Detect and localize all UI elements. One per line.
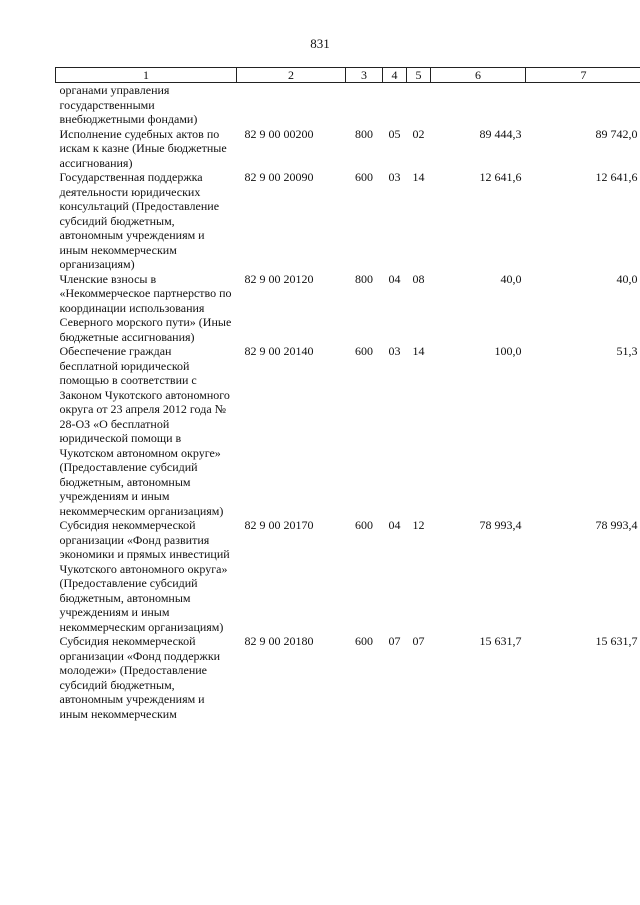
row-code: 82 9 00 20140 <box>244 344 314 358</box>
row-sum-1: 78 993,4 <box>479 518 522 532</box>
page-number: 831 <box>310 36 330 51</box>
row-section: 03 <box>388 344 401 358</box>
table-row <box>56 170 640 272</box>
table-row <box>56 127 640 171</box>
row-subsection <box>407 83 431 127</box>
row-sum-2: 40,0 <box>616 271 638 286</box>
row-code: 82 9 00 00200 <box>244 126 314 141</box>
row-expense-type: 800 <box>355 271 373 286</box>
table-row <box>56 272 640 345</box>
header-col-7: 7 <box>526 68 640 83</box>
row-sum-2: 12 641,6 <box>595 170 638 184</box>
row-expense-type: 800 <box>355 126 373 141</box>
header-col-2: 2 <box>237 68 346 83</box>
row-sum-1: 15 631,7 <box>479 634 522 648</box>
row-expense-type: 600 <box>355 634 373 648</box>
row-section: 03 <box>388 170 401 184</box>
row-sum-1: 100,0 <box>494 344 522 358</box>
row-subsection: 12 <box>412 518 425 532</box>
row-code <box>237 83 346 127</box>
row-sum-2: 89 742,0 <box>595 126 638 141</box>
header-col-4: 4 <box>383 68 407 83</box>
table-header-row <box>56 68 640 83</box>
row-subsection: 02 <box>412 126 425 141</box>
row-sum-1: 40,0 <box>500 271 522 286</box>
row-sum-2 <box>526 83 640 127</box>
row-sum-2: 78 993,4 <box>595 518 638 532</box>
row-section: 07 <box>388 634 401 648</box>
row-name: Субсидия некоммерческой организации «Фонд развития экономики и прямых инвестиций Чукотского автономного округа» (Предоставление субсидий бюджетным, автономным учреждениям и иным некоммерческим организациям) <box>59 518 230 634</box>
row-section <box>383 83 407 127</box>
row-section: 05 <box>388 126 401 141</box>
row-sum-2: 15 631,7 <box>595 634 638 648</box>
header-col-6: 6 <box>431 68 526 83</box>
row-subsection: 14 <box>412 170 425 184</box>
header-col-3: 3 <box>346 68 383 83</box>
row-subsection: 14 <box>412 344 425 358</box>
row-expense-type: 600 <box>355 344 373 358</box>
row-name: Обеспечение граждан бесплатной юридической помощью в соответствии с Законом Чукотского автономного округа от 23 апреля 2012 года № 28-ОЗ «О бесплатной юридической помощи в Чукотском автономном округе» (Предоставление субсидий бюджетным, автономным учреждениям и иным некоммерческим организациям) <box>59 344 230 518</box>
budget-table <box>55 67 640 721</box>
row-code: 82 9 00 20170 <box>244 518 314 532</box>
row-code: 82 9 00 20180 <box>244 634 314 648</box>
row-sum-2: 51,3 <box>616 344 638 358</box>
table-row <box>56 634 640 721</box>
row-name: Субсидия некоммерческой организации «Фонд поддержки молодежи» (Предоставление субсидий бюджетным, автономным учреждениям и иным некоммерческим <box>59 634 221 721</box>
row-expense-type: 600 <box>355 170 373 184</box>
row-sum-1 <box>431 83 526 127</box>
row-code: 82 9 00 20120 <box>244 271 314 286</box>
row-sum-1: 89 444,3 <box>479 126 522 141</box>
header-col-5: 5 <box>407 68 431 83</box>
row-code: 82 9 00 20090 <box>244 170 314 184</box>
row-subsection: 08 <box>412 271 425 286</box>
table-row <box>56 83 640 127</box>
row-name: органами управления государственными внебюджетными фондами) <box>59 83 198 126</box>
row-section: 04 <box>388 271 401 286</box>
row-subsection: 07 <box>412 634 425 648</box>
row-name: Членские взносы в «Некоммерческое партнерство по координации использования Северного морского пути» (Иные бюджетные ассигнования) <box>59 271 232 344</box>
table-row <box>56 344 640 518</box>
row-section: 04 <box>388 518 401 532</box>
row-name: Исполнение судебных актов по искам к казне (Иные бюджетные ассигнования) <box>59 126 227 170</box>
header-col-1: 1 <box>56 68 237 83</box>
row-name: Государственная поддержка деятельности юридических консультаций (Предоставление субсидий бюджетным, автономным учреждениям и иным некоммерческим организациям) <box>59 170 220 271</box>
row-expense-type: 600 <box>355 518 373 532</box>
table-row <box>56 518 640 634</box>
row-sum-1: 12 641,6 <box>479 170 522 184</box>
row-expense-type <box>346 83 383 127</box>
